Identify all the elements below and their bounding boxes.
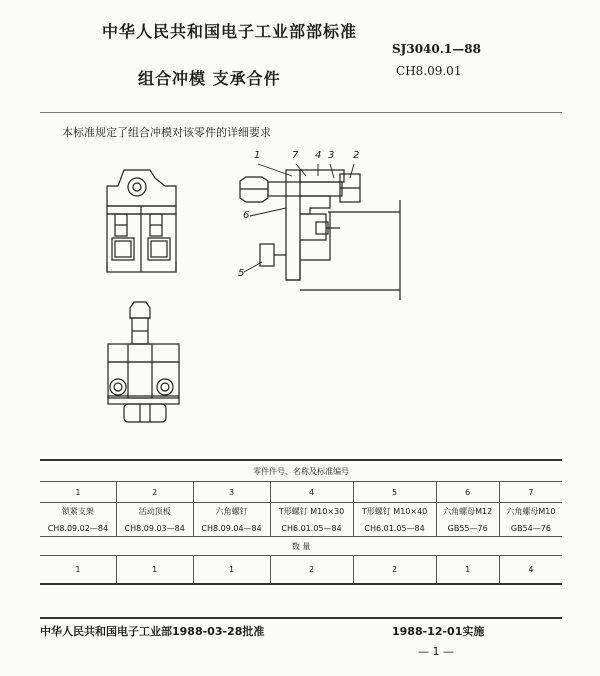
part-name: 锁紧支架 xyxy=(40,503,116,521)
quantity: 1 xyxy=(116,556,193,585)
quantity: 4 xyxy=(499,556,562,585)
part-code: CH8.09.03—84 xyxy=(116,520,193,537)
footer-rule xyxy=(40,617,562,619)
table-caption: 零件件号、名称及标准编号 xyxy=(40,460,562,482)
callout-5: 5 xyxy=(238,268,245,279)
quantity: 1 xyxy=(40,556,116,585)
quantity-header: 数 量 xyxy=(40,537,562,556)
col-number: 2 xyxy=(116,482,193,503)
approval-line: 中华人民共和国电子工业部1988-03-28批准 xyxy=(40,625,265,638)
part-name: T形螺钉 M10×40 xyxy=(353,503,436,521)
part-code: CH8.09.01 xyxy=(396,64,462,78)
table-name-row xyxy=(40,503,562,521)
page-number: — 1 — xyxy=(418,645,454,658)
callout-6: 6 xyxy=(243,210,250,221)
top-view xyxy=(107,170,176,272)
part-code: CH6.01.05—84 xyxy=(270,520,353,537)
part-name: T形螺钉 M10×30 xyxy=(270,503,353,521)
standard-code: SJ3040.1—88 xyxy=(392,42,481,56)
part-code: CH8.09.02—84 xyxy=(40,520,116,537)
col-number: 3 xyxy=(193,482,270,503)
callout-3: 3 xyxy=(328,150,335,161)
col-number: 1 xyxy=(40,482,116,503)
table-code-row xyxy=(40,520,562,537)
part-code: GB54—76 xyxy=(499,520,562,537)
table-caption-row xyxy=(40,460,562,482)
table-qty-header-row xyxy=(40,537,562,556)
part-code: CH6.01.05—84 xyxy=(353,520,436,537)
col-number: 6 xyxy=(436,482,499,503)
standard-title: 中华人民共和国电子工业部部标准 xyxy=(102,22,358,41)
side-view xyxy=(240,170,400,300)
quantity: 1 xyxy=(193,556,270,585)
quantity: 2 xyxy=(270,556,353,585)
quantity: 2 xyxy=(353,556,436,585)
callout-1: 1 xyxy=(254,150,261,161)
table-number-row xyxy=(40,482,562,503)
intro-text: 本标准规定了组合冲模对该零件的详细要求 xyxy=(62,126,271,139)
effective-date: 1988-12-01实施 xyxy=(392,625,485,638)
part-code: CH8.09.04—84 xyxy=(193,520,270,537)
front-view xyxy=(108,302,179,422)
callout-4: 4 xyxy=(315,150,322,161)
col-number: 5 xyxy=(353,482,436,503)
part-name: 六角螺母M12 xyxy=(436,503,499,521)
part-name: 六角螺钉 xyxy=(193,503,270,521)
document-title: 组合冲模 支承合件 xyxy=(138,69,281,88)
table-qty-row xyxy=(40,556,562,585)
callout-7: 7 xyxy=(292,150,299,161)
col-number: 4 xyxy=(270,482,353,503)
col-number: 7 xyxy=(499,482,562,503)
part-name: 六角螺母M10 xyxy=(499,503,562,521)
part-name: 活动顶板 xyxy=(116,503,193,521)
quantity: 1 xyxy=(436,556,499,585)
part-code: GB55—76 xyxy=(436,520,499,537)
callout-2: 2 xyxy=(353,150,360,161)
parts-table xyxy=(40,459,562,585)
